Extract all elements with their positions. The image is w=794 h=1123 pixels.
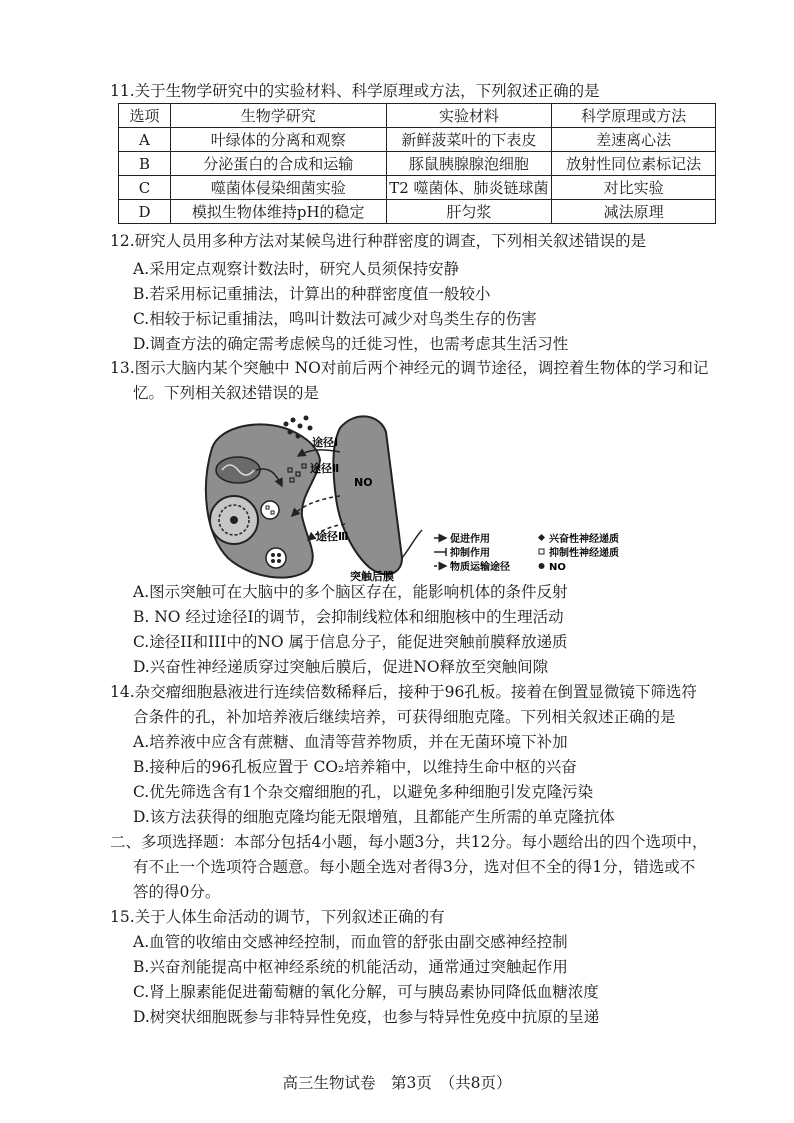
table-cell: T2 噬菌体、肺炎链球菌 xyxy=(386,176,552,200)
legend-no: NO xyxy=(549,562,566,573)
table-cell: A xyxy=(119,128,171,152)
q14-stem-line1: 14.杂交瘤细胞悬液进行连续倍数稀释后，接种于96孔板。接着在倒置显微镜下筛选符 xyxy=(110,683,697,701)
q15-option-c: C.肾上腺素能促进葡萄糖的氧化分解，可与胰岛素协同降低血糖浓度 xyxy=(133,983,599,1001)
legend-inhibitory: 抑制性神经递质 xyxy=(549,548,619,559)
table-cell: 模拟生物体维持pH的稳定 xyxy=(170,200,386,224)
q13-option-a: A.图示突触可在大脑中的多个脑区存在，能影响机体的条件反射 xyxy=(133,583,568,601)
q13-option-d: D.兴奋性神经递质穿过突触后膜后，促进NO释放至突触间隙 xyxy=(133,658,549,676)
q11-table xyxy=(118,103,716,224)
vesicle xyxy=(261,501,279,519)
section2-line2: 有不止一个选项符合题意。每小题全选对者得3分，选对但不全的得1分，错选或不 xyxy=(133,858,696,876)
q12-option-d: D.调查方法的确定需考虑候鸟的迁徙习性，也需考虑其生活习性 xyxy=(133,335,569,353)
table-cell: 噬菌体侵染细菌实验 xyxy=(170,176,386,200)
table-cell: 豚鼠胰腺腺泡细胞 xyxy=(386,152,552,176)
legend-excitatory: 兴奋性神经递质 xyxy=(549,534,619,545)
vesicle xyxy=(266,548,286,568)
q15-option-b: B.兴奋剂能提高中枢神经系统的机能活动，通常通过突触起作用 xyxy=(133,958,568,976)
pathway-2-label: 途径Ⅱ xyxy=(310,462,340,475)
q12-option-a: A.采用定点观察计数法时，研究人员须保持安静 xyxy=(133,260,460,278)
pathway-1-label: 途径Ⅰ xyxy=(312,436,339,449)
table-cell: 叶绿体的分离和观察 xyxy=(170,128,386,152)
legend-inhibit: 抑制作用 xyxy=(450,548,490,559)
q15-option-a: A.血管的收缩由交感神经控制，而血管的舒张由副交感神经控制 xyxy=(133,933,568,951)
table-header: 生物学研究 xyxy=(170,104,386,128)
q14-option-a: A.培养液中应含有蔗糖、血清等营养物质，并在无菌环境下补加 xyxy=(133,733,568,751)
diagram-legend xyxy=(434,532,619,573)
section2-line1: 二、多项选择题：本部分包括4小题，每小题3分，共12分。每小题给出的四个选项中， xyxy=(110,833,708,851)
legend-promote: 促进作用 xyxy=(450,534,490,545)
table-cell: 肝匀浆 xyxy=(386,200,552,224)
table-cell: C xyxy=(119,176,171,200)
q14-option-b: B.接种后的96孔板应置于 CO₂培养箱中，以维持生命中枢的兴奋 xyxy=(133,758,577,776)
q12-stem: 12.研究人员用多种方法对某候鸟进行种群密度的调查，下列相关叙述错误的是 xyxy=(110,232,647,250)
table-cell: 新鲜菠菜叶的下表皮 xyxy=(386,128,552,152)
q14-option-c: C.优先筛选含有1个杂交瘤细胞的孔，以避免多种细胞引发克隆污染 xyxy=(133,783,594,801)
no-label: NO xyxy=(354,476,373,489)
table-row xyxy=(119,152,716,176)
table-cell: 对比实验 xyxy=(552,176,716,200)
pathway-3-label: 途径Ⅲ xyxy=(316,530,349,543)
table-cell: 放射性同位素标记法 xyxy=(552,152,716,176)
table-row xyxy=(119,176,716,200)
legend-transport: 物质运输途径 xyxy=(450,562,510,573)
table-cell: 减法原理 xyxy=(552,200,716,224)
table-header-row xyxy=(119,104,716,128)
q13-stem-line2: 忆。下列相关叙述错误的是 xyxy=(133,384,320,402)
table-cell: 分泌蛋白的合成和运输 xyxy=(170,152,386,176)
table-header: 选项 xyxy=(119,104,171,128)
q12-option-c: C.相较于标记重捕法，鸣叫计数法可减少对鸟类生存的伤害 xyxy=(133,310,537,328)
q14-stem-line2: 合条件的孔，补加培养液后继续培养，可获得细胞克隆。下列相关叙述正确的是 xyxy=(133,708,676,726)
postsynaptic-membrane-label: 突触后膜 xyxy=(350,570,394,583)
synapse-diagram xyxy=(190,408,640,586)
table-row xyxy=(119,200,716,224)
table-row xyxy=(119,128,716,152)
table-header: 科学原理或方法 xyxy=(552,104,716,128)
q13-option-b: B. NO 经过途径Ⅰ的调节，会抑制线粒体和细胞核中的生理活动 xyxy=(133,608,564,626)
postsynaptic-neuron xyxy=(333,416,402,574)
q12-option-b: B.若采用标记重捕法，计算出的种群密度值一般较小 xyxy=(133,285,491,303)
section2-line3: 答的得0分。 xyxy=(133,883,221,901)
table-cell: D xyxy=(119,200,171,224)
q13-option-c: C.途径II和III中的NO 属于信息分子，能促进突触前膜释放递质 xyxy=(133,633,568,651)
q15-option-d: D.树突状细胞既参与非特异性免疫，也参与特异性免疫中抗原的呈递 xyxy=(133,1008,600,1026)
table-cell: B xyxy=(119,152,171,176)
q14-option-d: D.该方法获得的细胞克隆均能无限增殖，且都能产生所需的单克隆抗体 xyxy=(133,808,615,826)
table-cell: 差速离心法 xyxy=(552,128,716,152)
table-header: 实验材料 xyxy=(386,104,552,128)
q11-stem: 11.关于生物学研究中的实验材料、科学原理或方法，下列叙述正确的是 xyxy=(110,82,600,100)
q13-stem-line1: 13.图示大脑内某个突触中 NO对前后两个神经元的调节途径，调控着生物体的学习和记 xyxy=(110,359,709,377)
page-footer: 高三生物试卷 第3页 （共8页） xyxy=(282,1074,512,1092)
q15-stem: 15.关于人体生命活动的调节，下列叙述正确的有 xyxy=(110,908,445,926)
